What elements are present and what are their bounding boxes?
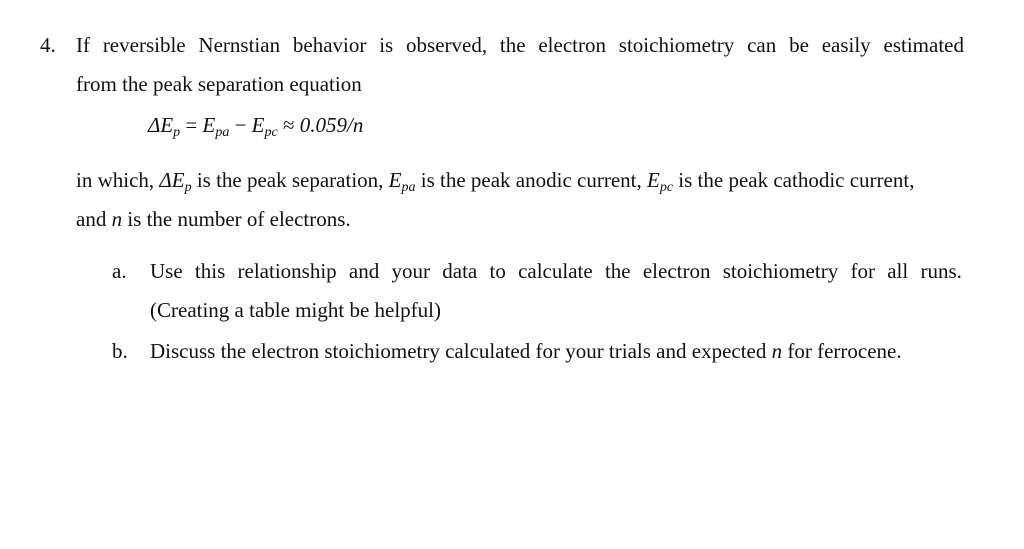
item-b-label: b. bbox=[112, 339, 128, 363]
item-a-word: calculate bbox=[518, 259, 593, 283]
explain-text: and bbox=[76, 207, 112, 231]
eq-epc: E bbox=[251, 113, 265, 137]
intro-word: is bbox=[379, 33, 394, 57]
question-number: 4. bbox=[40, 33, 56, 57]
explain-epa: E bbox=[388, 168, 402, 192]
item-a-word: the bbox=[604, 259, 631, 283]
intro-word: stoichiometry bbox=[618, 33, 735, 57]
item-a-word: stoichiometry bbox=[722, 259, 839, 283]
explanation-line-2 bbox=[76, 209, 351, 230]
explain-n: n bbox=[111, 207, 123, 231]
eq-minus: − bbox=[234, 113, 247, 137]
explain-epa-subscript: pa bbox=[401, 180, 416, 195]
explain-text: is the peak anodic current, bbox=[415, 168, 647, 192]
eq-epc-subscript: pc bbox=[264, 125, 278, 140]
explanation-line-1 bbox=[76, 170, 914, 195]
question-intro-line-2: from the peak separation equation bbox=[76, 72, 362, 96]
eq-epa: E bbox=[202, 113, 216, 137]
item-a-word: relationship bbox=[237, 259, 337, 283]
item-b-text-part: for ferrocene. bbox=[782, 339, 902, 363]
item-a-word: all bbox=[887, 259, 909, 283]
eq-epa-subscript: pa bbox=[215, 125, 230, 140]
intro-word: estimated bbox=[883, 33, 964, 57]
item-a-word: to bbox=[489, 259, 506, 283]
intro-word: the bbox=[499, 33, 526, 57]
explain-text: in which, bbox=[76, 168, 160, 192]
eq-equals: = bbox=[185, 113, 198, 137]
eq-delta-e: ΔE bbox=[148, 113, 174, 137]
item-a-word: for bbox=[850, 259, 875, 283]
item-a-word: runs. bbox=[920, 259, 962, 283]
item-b-text bbox=[150, 341, 902, 362]
explain-text: is the peak separation, bbox=[191, 168, 389, 192]
intro-word: If bbox=[76, 33, 90, 57]
intro-word: observed, bbox=[406, 33, 488, 57]
intro-word: reversible bbox=[102, 33, 186, 57]
eq-approx: ≈ bbox=[282, 113, 295, 137]
intro-word: easily bbox=[821, 33, 871, 57]
item-a-word: and bbox=[348, 259, 380, 283]
peak-separation-equation bbox=[148, 115, 363, 140]
item-a-word: your bbox=[391, 259, 430, 283]
intro-word: be bbox=[789, 33, 809, 57]
explain-delta-e: ΔE bbox=[159, 168, 185, 192]
intro-word: Nernstian bbox=[198, 33, 281, 57]
item-b-n: n bbox=[771, 339, 783, 363]
explain-delta-e-subscript: p bbox=[184, 180, 192, 195]
eq-delta-e-subscript: p bbox=[173, 125, 181, 140]
item-a-line-2: (Creating a table might be helpful) bbox=[150, 298, 441, 322]
item-a-word: data bbox=[442, 259, 478, 283]
item-a-word: Use bbox=[150, 259, 183, 283]
explain-text: is the peak cathodic current, bbox=[673, 168, 915, 192]
eq-rhs: 0.059/n bbox=[299, 113, 364, 137]
question-intro-line-1 bbox=[76, 35, 964, 56]
intro-word: behavior bbox=[292, 33, 367, 57]
item-b-text-part: Discuss the electron stoichiometry calculated for your trials and expected bbox=[150, 339, 772, 363]
explain-epc-subscript: pc bbox=[659, 180, 674, 195]
item-a-word: this bbox=[194, 259, 226, 283]
intro-word: can bbox=[747, 33, 777, 57]
explain-epc: E bbox=[647, 168, 660, 192]
intro-word: electron bbox=[538, 33, 606, 57]
item-a-label: a. bbox=[112, 259, 127, 283]
explain-text: is the number of electrons. bbox=[122, 207, 351, 231]
item-a-word: electron bbox=[642, 259, 711, 283]
item-a-line-1 bbox=[150, 261, 962, 282]
